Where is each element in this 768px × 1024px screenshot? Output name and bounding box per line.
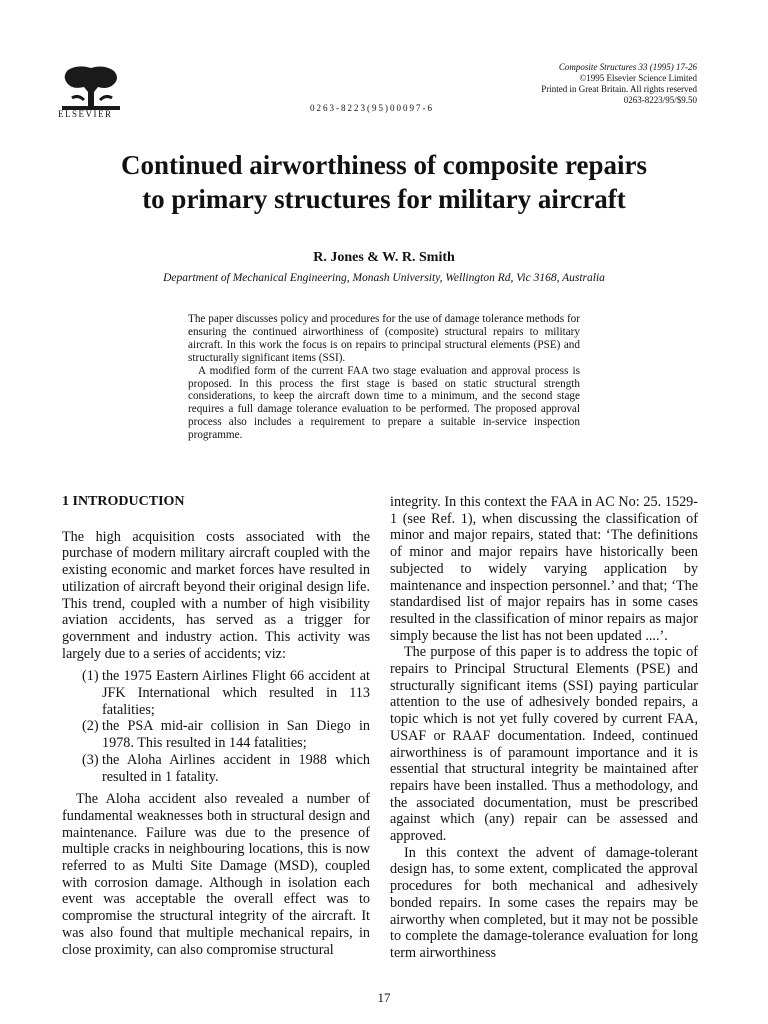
abstract-paragraph-1: The paper discusses policy and procedures for the use of damage tolerance methods for ensuring the continued airworthiness of (composite) structural repairs to military aircraft. In this work the focus is on repairs to principal structural elements (PSE) and structurally significant items (SSI).	[188, 313, 580, 364]
list-text: the Aloha Airlines accident in 1988 which resulted in 1 fatality.	[102, 751, 370, 785]
printed-line: Printed in Great Britain. All rights reserved	[541, 84, 697, 94]
authors: R. Jones & W. R. Smith	[313, 250, 455, 265]
citation-block	[437, 62, 697, 106]
abstract	[188, 313, 580, 442]
list-item	[62, 668, 370, 718]
section-heading: 1 INTRODUCTION	[62, 494, 185, 509]
page-number: 17	[377, 990, 391, 1005]
price-code: 0263-8223/95/$9.50	[623, 95, 697, 105]
accident-list	[62, 668, 370, 785]
list-text: the PSA mid-air collision in San Diego in 1978. This resulted in 144 fatalities;	[102, 718, 370, 752]
list-number: (3)	[82, 751, 99, 768]
body-left-column	[62, 494, 370, 958]
body-right-column	[390, 494, 698, 962]
body-paragraph: The Aloha accident also revealed a number of fundamental weaknesses both in structural design and maintenance. Failure was due to the presence of multiple cracks in neighbouring locations, this is now referred to as Multi Site Damage (MSD), coupled with corrosion damage. Although in isolation each event was acceptable the overall effect was to compromise the structural integrity of the aircraft. It was also found that multiple mechanical repairs, in close proximity, can also compromise structural	[62, 791, 370, 958]
list-number: (2)	[82, 718, 99, 735]
copyright-line: ©1995 Elsevier Science Limited	[579, 73, 697, 83]
issn: 0263-8223(95)00097-6	[310, 103, 434, 113]
body-paragraph: integrity. In this context the FAA in AC No: 25. 1529-1 (see Ref. 1), when discussing the classification of minor and major repairs, stated that: ‘The definitions of minor and major repairs have historically been subjected to widely varying application by maintenance and inspection personnel.’ and that; ‘The standardised list of major repairs has in some cases resulted in the classification of minor repairs as major simply because the list has not been updated ....’.	[390, 494, 698, 644]
title-line-1: Continued airworthiness of composite repairs	[121, 150, 647, 180]
body-paragraph: The purpose of this paper is to address the topic of repairs to Principal Structural Elements (PSE) and structurally significant items (SSI) paying particular attention to the use of adhesively bonded repairs, a topic which is not yet fully covered by current FAA, USAF or RAAF documentation. Indeed, continued airworthiness is of paramount importance and it is essential that structural integrity be maintained after repairs have been installed. Thus a methodology, and the associated documentation, must be prescribed against which (any) repair can be assessed and approved.	[390, 644, 698, 845]
abstract-paragraph-2: A modified form of the current FAA two stage evaluation and approval process is proposed. In this process the first stage is based on static structural strength considerations, to keep the aircraft down time to a minimum, and the second stage requires a full damage tolerance evaluation to be performed. The proposed approval process also includes a requirement to prepare a suitable in-service inspection programme.	[188, 364, 580, 442]
body-paragraph: In this context the advent of damage-tolerant design has, to some extent, complicated the approval procedures for both mechanical and adhesively bonded repairs. In some cases the repairs may be airworthy when completed, but it may not be possible to complete the damage-tolerance evaluation for long term airworthiness	[390, 844, 698, 961]
list-text: the 1975 Eastern Airlines Flight 66 accident at JFK International which resulted in 113 fatalities;	[102, 668, 370, 718]
list-item	[62, 752, 370, 785]
journal-reference: Composite Structures 33 (1995) 17-26	[558, 62, 697, 72]
list-number: (1)	[82, 668, 99, 685]
elsevier-logo	[58, 62, 124, 112]
body-paragraph: The high acquisition costs associated with the purchase of modern military aircraft coupled with the existing economic and market forces have resulted in utilization of aircraft beyond their original design life. This trend, coupled with a number of high visibility aviation accidents, has served as a trigger for government and industry action. This activity was largely due to a series of accidents; viz:	[62, 528, 370, 662]
publisher-name: ELSEVIER	[58, 109, 113, 119]
list-item	[62, 718, 370, 751]
title-line-2: to primary structures for military aircraft	[142, 184, 626, 214]
affiliation: Department of Mechanical Engineering, Monash University, Wellington Rd, Vic 3168, Australia	[163, 272, 605, 284]
article-title	[40, 148, 728, 216]
